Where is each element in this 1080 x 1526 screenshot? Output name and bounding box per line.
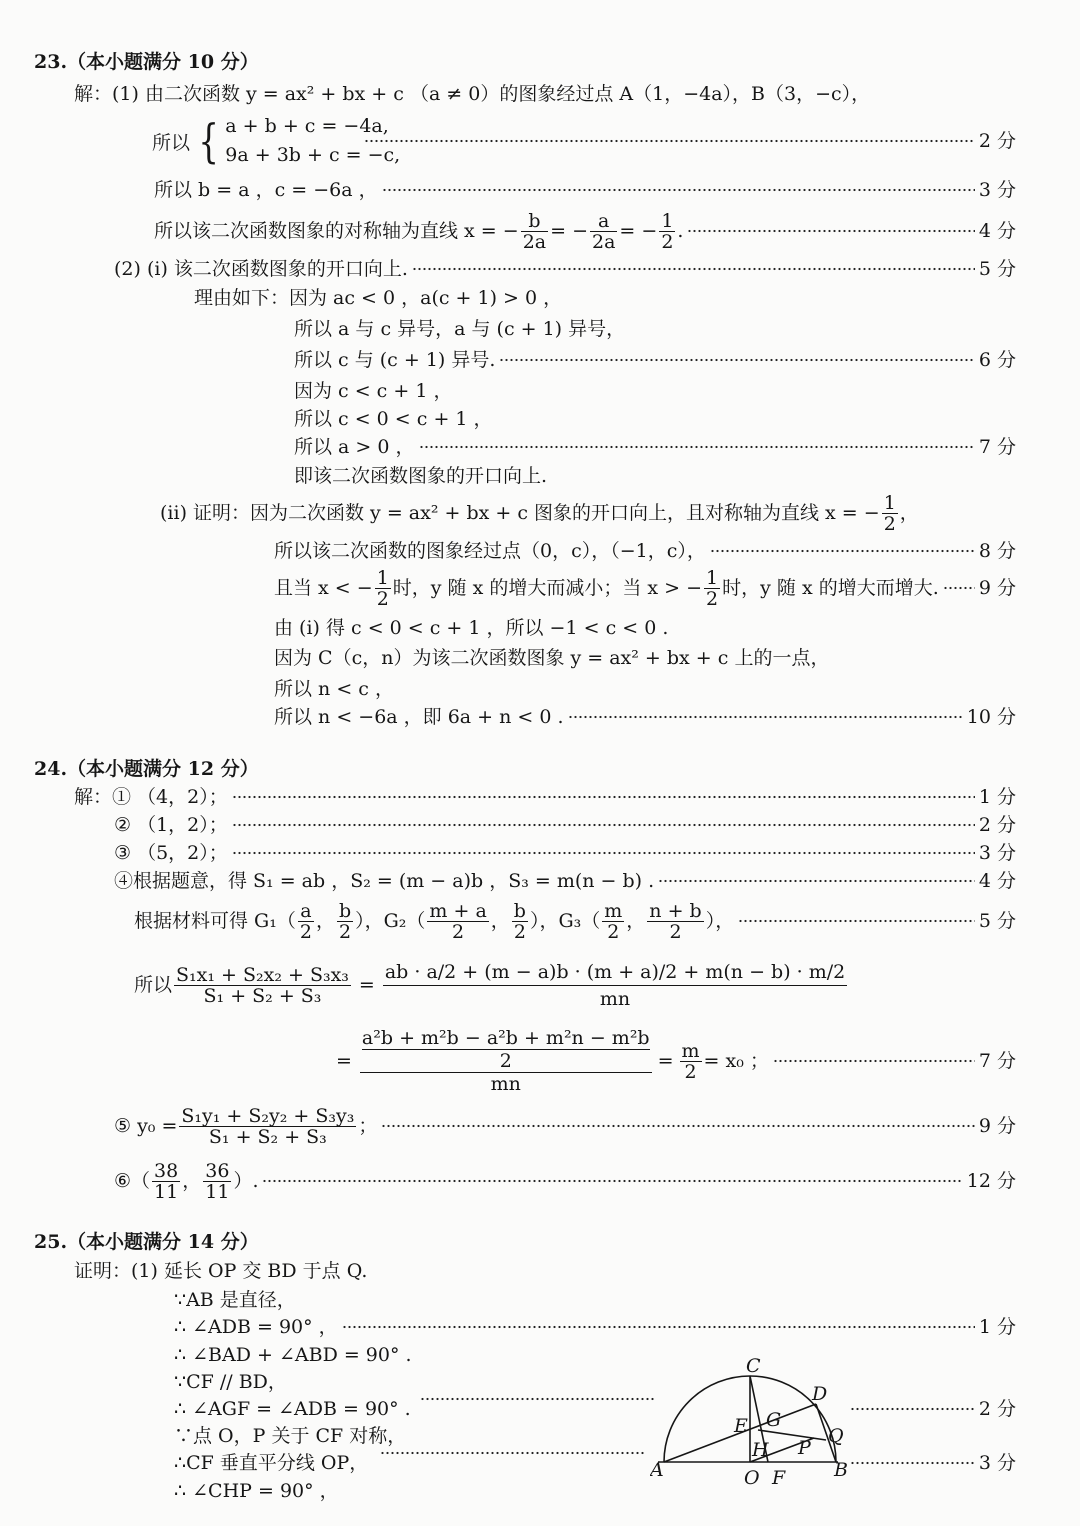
q23-line-9: 所以 c < 0 < c + 1 ， [294,408,493,430]
q23-line-5: 理由如下：因为 ac < 0 ，a(c + 1) > 0 ， [194,287,563,309]
q25-line-4: ∴ ∠BAD + ∠ABD = 90° . [174,1344,412,1366]
q24-line-7: = a²b + m²b − a²b + m²n − m²b 2 mn = $\frac{m}{2}$ = x₀ ； 7 分 [336,1027,1016,1095]
label-c: C [746,1358,761,1377]
q24-line-4: ④根据题意，得 S₁ = ab ，S₂ = (m − a)b ，S₃ = m(n − b) . 4 分 [114,870,1016,892]
q25-line-3: ∴ ∠ADB = 90° ， 1 分 [174,1316,1016,1338]
label-b: B [834,1459,848,1481]
label-a: A [650,1459,664,1481]
label-o: O [744,1467,760,1489]
q23-line-12: (ii) 证明：因为二次函数 y = ax² + bx + c 图象的开口向上，且对称轴为直线 x = − $\frac{1}{2}$ ， [160,491,919,535]
q24-heading: 24.（本小题满分 12 分） [34,758,259,780]
q23-line-7: 所以 c 与 (c + 1) 异号. 6 分 [294,349,1016,371]
q23-line-1: 解：(1) 由二次函数 y = ax² + bx + c （a ≠ 0）的图象经过点 A（1，−4a），B（3，−c）， [74,83,871,105]
label-e: E [734,1415,748,1437]
q24-line-3: ③ （5，2）； 3 分 [114,842,1016,864]
q23-line-11: 即该二次函数图象的开口向上. [294,465,548,487]
q25-line-5: ∵CF // BD， [174,1371,287,1393]
label-p: P [798,1437,811,1459]
q23-line-6: 所以 a 与 c 异号，a 与 (c + 1) 异号， [294,318,626,340]
geometry-figure [650,1358,850,1498]
q23-line-3: 所以该二次函数图象的对称轴为直线 x = − $\frac{b}{2a}$ = − $\frac{a}{2a}$ = − $\frac{1}{2}$ . 4 分 [154,209,1016,253]
q23-line-16: 因为 C（c，n）为该二次函数图象 y = ax² + bx + c 上的一点， [274,647,830,669]
q25-line-8-score: 3 分 [846,1451,1016,1475]
q25-line-2: ∵AB 是直径， [174,1289,296,1311]
q25-line-8: ∴CF 垂直平分线 OP， [174,1452,369,1474]
q25-line-7: ∵点 O，P 关于 CF 对称， [174,1425,407,1447]
label-q: Q [828,1425,844,1447]
q23-heading: 23.（本小题满分 10 分） [34,51,259,73]
label-g: G [766,1409,782,1431]
q25-heading: 25.（本小题满分 14 分） [34,1231,259,1253]
q25-line-6-dots-left [416,1397,660,1401]
q24-line-6: 所以 $\frac{\text{S₁x₁ + S₂x₂ + S₃x₃}}{\text{S₁ + S₂ + S₃}}$ = $\frac{ab \cdot a/2 + (m - a)b \cdot (m + a)/2 + m(n - b) \cdot m/2}{mn}$ [134,960,846,1010]
q23-line-2: 所以 b = a ，c = −6a ， 3 分 [154,179,1016,201]
q24-line-8: ⑤ y₀ = $\frac{\text{S₁y₁ + S₂y₂ + S₃y₃}}{\text{S₁ + S₂ + S₃}}$ ； 9 分 [114,1104,1016,1148]
q25-line-6: ∴ ∠AGF = ∠ADB = 90° . [174,1398,411,1420]
q25-line-1: 证明：(1) 延长 OP 交 BD 于点 Q. [74,1260,368,1282]
q23-line-8: 因为 c < c + 1 ， [294,380,453,402]
q23-line-10: 所以 a > 0 ， 7 分 [294,436,1016,458]
q23-line-18: 所以 n < −6a ，即 6a + n < 0 . 10 分 [274,706,1016,728]
label-h: H [752,1439,769,1461]
q23-system-score: 2 分 [360,129,1016,153]
q25-line-8-dots-left [376,1451,648,1455]
q24-line-5: 根据材料可得 G₁（ $\frac{a}{2}$ ， $\frac{b}{2}$ ），G₂（ $\frac{m + a}{2}$ ， $\frac{b}{2}$ ），G₃（ $\frac{m}{2}$ ， $\frac{n + b}{2}$ ）， 5 分 [134,899,1016,943]
q23-line-14: 且当 x < − $\frac{1}{2}$ 时，y 随 x 的增大而减小；当 x > − $\frac{1}{2}$ 时，y 随 x 的增大而增大. 9 分 [274,566,1016,610]
q23-line-15: 由 (i) 得 c < 0 < c + 1 ，所以 −1 < c < 0 . [274,617,669,639]
q24-line-1: 解：① （4，2）； 1 分 [74,786,1016,808]
label-d: D [812,1383,828,1405]
q23-line-17: 所以 n < c ， [274,678,394,700]
q24-line-2: ② （1，2）； 2 分 [114,814,1016,836]
q25-line-9: ∴ ∠CHP = 90° ， [174,1480,339,1502]
q24-line-9: ⑥（ $\frac{38}{11}$ ， $\frac{36}{11}$ ）. 12 分 [114,1159,1016,1203]
q23-line-4: (2) (i) 该二次函数图象的开口向上. 5 分 [114,258,1016,280]
q23-equation-system: 所以 { a + b + c = −4a, 9a + 3b + c = −c, [152,114,401,168]
q23-line-13: 所以该二次函数的图象经过点（0，c），（−1，c）， 8 分 [274,540,1016,562]
q25-line-6-score: 2 分 [846,1397,1016,1421]
label-f: F [772,1467,786,1489]
